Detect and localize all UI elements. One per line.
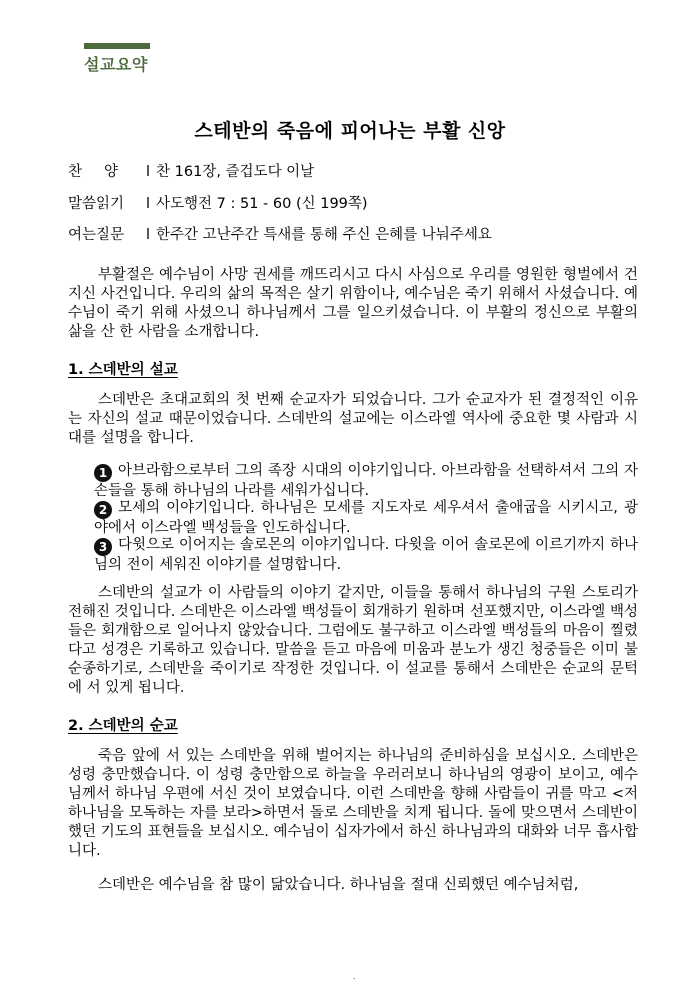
list-item: 3 다윗으로 이어지는 솔로몬의 이야기입니다. 다윗을 이어 솔로몬에 이르기까지 하나님의 전이 세워진 이야기를 설명합니다. — [94, 537, 638, 573]
scripture-row — [68, 192, 368, 213]
section-heading-martyrdom: 2. 스데반의 순교 — [68, 718, 178, 734]
section-heading-sermon: 1. 스데반의 설교 — [68, 362, 178, 378]
hymn-row — [68, 160, 314, 181]
list-item: 2 모세의 이야기입니다. 하나님은 모세를 지도자로 세우셔서 출애굽을 시키시고, 광야에서 이스라엘 백성들을 인도하십니다. — [94, 500, 638, 536]
number-marker-icon: 2 — [94, 501, 112, 519]
separator: l — [146, 196, 151, 212]
sermon-paragraph-1: 스데반은 초대교회의 첫 번째 순교자가 되었습니다. 그가 순교자가 된 결정적인 이유는 자신의 설교 때문이었습니다. 스데반의 설교에는 이스라엘 역사에 중요한 몇 사람과 시대를 설명을 합니다. — [68, 392, 638, 446]
list-item: 1 아브라함으로부터 그의 족장 시대의 이야기입니다. 아브라함을 선택하셔서 그의 자손들을 통해 하나님의 나라를 세워가십니다. — [94, 463, 638, 499]
scripture-label: 말씀읽기 — [68, 196, 125, 212]
opening-question-label: 여는질문 — [68, 227, 125, 243]
martyrdom-paragraph-1: 죽음 앞에 서 있는 스데반을 위해 벌어지는 하나님의 준비하심을 보십시오. 스데반은 성령 충만했습니다. 이 성령 충만함으로 하늘을 우러러보니 하나님의 영광이 보이고, 예수님께서 하나님 우편에 서신 것이 보였습니다. 이런 스데반을 향해 사람들이 귀를 막고 <저 하나님을 모독하는 자를 보라>하면서 돌로 스데반을 치게 됩니다. 돌에 맞으면서 스데반이 했던 기도의 표현들을 보십시오. 예수님이 십자가에서 하신 하나님과의 대화와 너무 흡사합니다. — [68, 748, 638, 859]
separator: l — [146, 164, 151, 180]
number-marker-icon: 3 — [94, 538, 112, 556]
header-bar — [84, 43, 150, 49]
number-marker-icon: 1 — [94, 464, 112, 482]
hymn-label: 찬양 — [68, 164, 141, 180]
footer-mark: . — [353, 972, 356, 981]
hymn-value: 찬 161장, 즐겁도다 이날 — [156, 164, 315, 180]
header-label: 설교요약 — [84, 55, 148, 74]
martyrdom-paragraph-2: 스데반은 예수님을 참 많이 닮았습니다. 하나님을 절대 신뢰했던 예수님처럼, — [98, 877, 579, 893]
intro-paragraph: 부활절은 예수님이 사망 권세를 깨뜨리시고 다시 사심으로 우리를 영원한 형벌에서 건지신 사건입니다. 우리의 삶의 목적은 살기 위함이나, 예수님은 죽기 위해서 사셨습니다. 예수님이 죽기 위해 사셨으니 하나님께서 그를 일으키셨습니다. 이 부활의 정신으로 부활의 삶을 산 한 사람을 소개합니다. — [68, 267, 638, 340]
sermon-paragraph-2: 스데반의 설교가 이 사람들의 이야기 같지만, 이들을 통해서 하나님의 구원 스토리가 전해진 것입니다. 스데반은 이스라엘 백성들이 회개하기 원하며 선포했지만, 이스라엘 백성들은 회개함으로 일어나지 않았습니다. 그럼에도 불구하고 이스라엘 백성들의 마음이 찔렸다고 성경은 기록하고 있습니다. 말씀을 듣고 마음에 미움과 분노가 생긴 청중들은 이미 불순종하기로, 스데반을 죽이기로 작정한 것입니다. 이 설교를 통해서 스데반은 순교의 문턱에 서 있게 됩니다. — [68, 585, 638, 696]
opening-question-value: 한주간 고난주간 특새를 통해 주신 은혜를 나눠주세요 — [156, 227, 492, 243]
page-title: 스테반의 죽음에 피어나는 부활 신앙 — [194, 120, 506, 142]
scripture-value: 사도행전 7 : 51 - 60 (신 199쪽) — [156, 196, 368, 212]
separator: l — [146, 227, 151, 243]
opening-question-row — [68, 223, 492, 244]
